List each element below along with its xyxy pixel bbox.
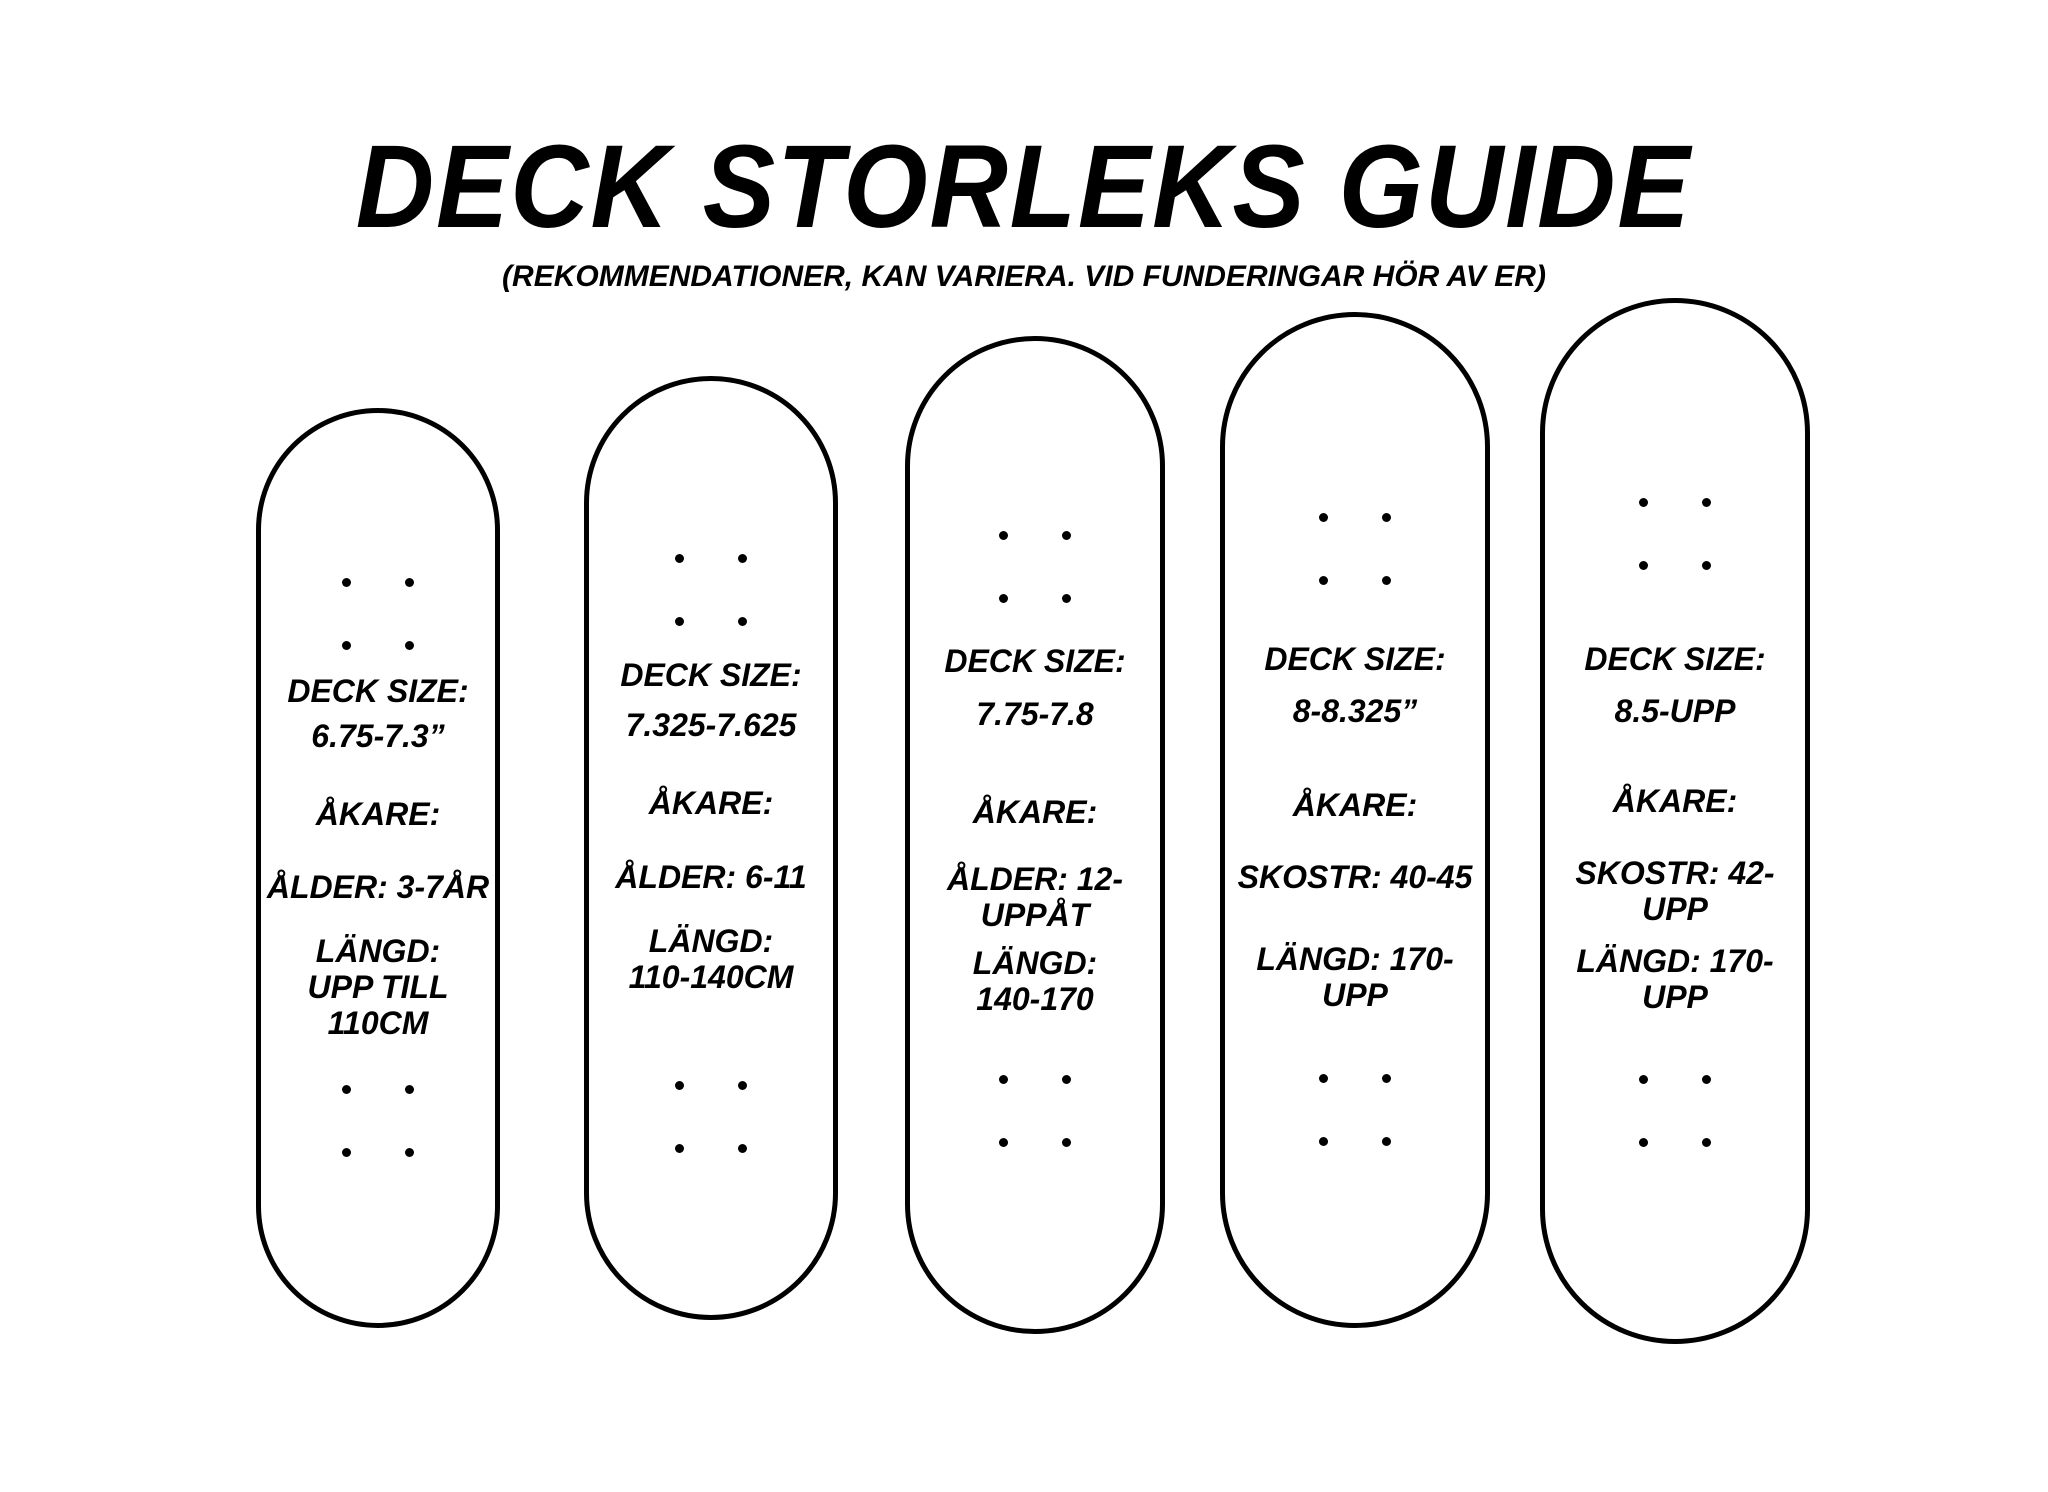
deck-3 [905, 336, 1165, 1334]
bolt-hole [1062, 1138, 1071, 1147]
bolt-hole [1062, 1075, 1071, 1084]
front-bolt-holes [675, 554, 747, 626]
deck-size-label: DECK SIZE: [1584, 641, 1766, 677]
rider-label: ÅKARE: [315, 796, 441, 832]
deck-size-value: 7.325-7.625 [625, 707, 797, 743]
bolt-hole [1702, 1138, 1711, 1147]
bolt-hole [1062, 594, 1071, 603]
deck-size-value: 7.75-7.8 [976, 696, 1094, 732]
age-or-shoe-size: SKOSTR: 40-45 [1237, 859, 1473, 895]
deck-size-value: 8-8.325” [1292, 693, 1418, 729]
bolt-hole [999, 1075, 1008, 1084]
bolt-hole [999, 531, 1008, 540]
rider-label: ÅKARE: [648, 785, 774, 821]
bolt-hole [1702, 498, 1711, 507]
bolt-hole [1319, 513, 1328, 522]
bolt-hole [675, 1144, 684, 1153]
bolt-hole [1319, 1137, 1328, 1146]
length-range: LÄNGD: 140-170 [972, 945, 1098, 1017]
rear-bolt-holes [342, 1085, 414, 1157]
length-range: LÄNGD: UPP TILL 110CM [307, 933, 449, 1041]
deck-5 [1540, 298, 1810, 1344]
bolt-hole [405, 578, 414, 587]
deck-size-label: DECK SIZE: [944, 643, 1126, 679]
bolt-hole [1639, 498, 1648, 507]
bolt-hole [1702, 561, 1711, 570]
bolt-hole [342, 578, 351, 587]
bolt-hole [1639, 561, 1648, 570]
deck-2 [584, 376, 838, 1320]
length-range: LÄNGD: 170- UPP [1256, 941, 1454, 1013]
front-bolt-holes [1319, 513, 1391, 585]
length-range: LÄNGD: 170- UPP [1576, 943, 1774, 1015]
deck-1 [256, 408, 500, 1328]
bolt-hole [738, 617, 747, 626]
rider-label: ÅKARE: [972, 794, 1098, 830]
page-subtitle: (REKOMMENDATIONER, KAN VARIERA. VID FUNDERINGAR HÖR AV ER) [502, 260, 1546, 293]
rider-label: ÅKARE: [1612, 783, 1738, 819]
deck-size-label: DECK SIZE: [620, 657, 802, 693]
bolt-hole [405, 641, 414, 650]
rider-label: ÅKARE: [1292, 787, 1418, 823]
bolt-hole [999, 594, 1008, 603]
age-or-shoe-size: ÅLDER: 3-7ÅR [266, 869, 490, 905]
rear-bolt-holes [1319, 1074, 1391, 1146]
page-title: DECK STORLEKS GUIDE [355, 121, 1692, 253]
length-range: LÄNGD: 110-140CM [628, 923, 794, 995]
bolt-hole [675, 1081, 684, 1090]
deck-size-value: 6.75-7.3” [311, 718, 445, 754]
age-or-shoe-size: ÅLDER: 12- UPPÅT [946, 861, 1123, 933]
deck-4 [1220, 312, 1490, 1328]
bolt-hole [675, 617, 684, 626]
bolt-hole [342, 641, 351, 650]
front-bolt-holes [342, 578, 414, 650]
bolt-hole [738, 1144, 747, 1153]
bolt-hole [1319, 1074, 1328, 1083]
front-bolt-holes [1639, 498, 1711, 570]
front-bolt-holes [999, 531, 1071, 603]
rear-bolt-holes [675, 1081, 747, 1153]
bolt-hole [738, 554, 747, 563]
bolt-hole [738, 1081, 747, 1090]
bolt-hole [1319, 576, 1328, 585]
age-or-shoe-size: ÅLDER: 6-11 [615, 859, 807, 895]
bolt-hole [342, 1085, 351, 1094]
bolt-hole [342, 1148, 351, 1157]
bolt-hole [1382, 576, 1391, 585]
bolt-hole [1062, 531, 1071, 540]
bolt-hole [1639, 1075, 1648, 1084]
bolt-hole [405, 1148, 414, 1157]
bolt-hole [1382, 1137, 1391, 1146]
rear-bolt-holes [999, 1075, 1071, 1147]
bolt-hole [1702, 1075, 1711, 1084]
bolt-hole [675, 554, 684, 563]
bolt-hole [1382, 1074, 1391, 1083]
bolt-hole [999, 1138, 1008, 1147]
bolt-hole [1382, 513, 1391, 522]
deck-size-label: DECK SIZE: [287, 673, 469, 709]
deck-size-label: DECK SIZE: [1264, 641, 1446, 677]
deck-size-value: 8.5-UPP [1614, 693, 1736, 729]
age-or-shoe-size: SKOSTR: 42-UPP [1575, 855, 1775, 927]
bolt-hole [405, 1085, 414, 1094]
rear-bolt-holes [1639, 1075, 1711, 1147]
bolt-hole [1639, 1138, 1648, 1147]
